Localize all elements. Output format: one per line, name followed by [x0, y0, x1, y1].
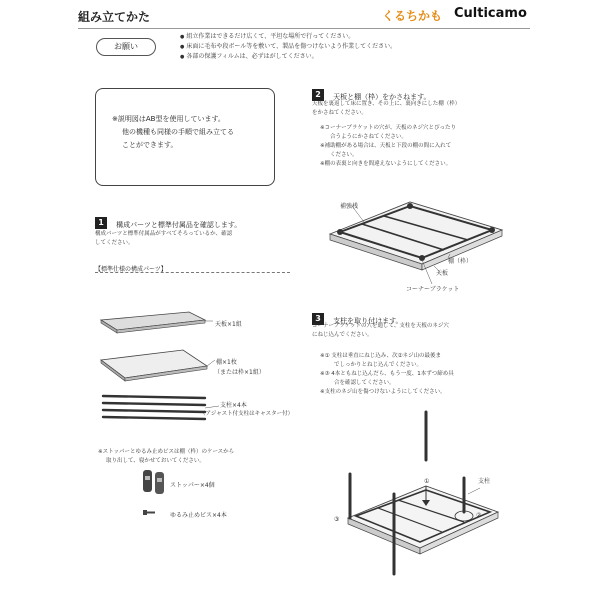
request-item: ● 組立作業はできるだけ広くて、平坦な場所で行ってください。 [180, 32, 530, 42]
request-item: ● 床面に毛布や段ボール等を敷いて、製品を傷つけないよう作業してください。 [180, 42, 530, 52]
body-line: 天板を裏返して床に置き、その上に、裏向きにした棚（枠） [312, 101, 461, 107]
frame-label: 棚（枠） [448, 258, 473, 265]
note-line: 他の機種も同様の手順で組み立てる [122, 128, 234, 136]
step-3-diagram [330, 408, 520, 586]
body-line: 構成パーツと標準付属品がすべてそろっているか、確認 [95, 231, 233, 237]
top-label: 天板 [436, 270, 449, 277]
step-3-notes [320, 352, 525, 397]
step-1-header [95, 212, 295, 231]
model-note-box [95, 88, 275, 186]
divider [95, 272, 290, 273]
request-item: ● 各部の保護フィルムは、必ずはがしてください。 [180, 52, 530, 62]
request-list [180, 32, 530, 62]
bracket-label: コーナーブラケット [406, 286, 460, 293]
brand-name-en: Culticamo [454, 6, 527, 21]
stopper-label: ストッパー×4個 [170, 482, 215, 489]
callout-1: ① [424, 478, 430, 485]
body-line: コーナーブラケットの穴を通して、支柱を天板のネジ穴 [312, 323, 449, 329]
request-badge: お願い [96, 38, 156, 56]
shelf-alt-label: （または枠×1組） [214, 369, 265, 376]
note-line: 合うようにかさねてください。 [330, 134, 407, 140]
body-line: をかさねてください。 [312, 110, 367, 116]
beam-label: 補強桟 [340, 203, 359, 210]
note-line: ことができます。 [122, 141, 178, 149]
poles-drawing [103, 396, 205, 419]
note-line: ※補助棚がある場合は、天板と下段の棚の間に入れて [320, 143, 452, 149]
top-plate-label: 天板×1組 [215, 321, 242, 328]
step-3-title: 支柱を取り付けます。 [333, 317, 403, 325]
step-3-body [312, 322, 527, 340]
model-note-text [112, 113, 262, 152]
top-plate-drawing [101, 312, 205, 333]
page-title: 組み立てかた [78, 10, 151, 24]
brand-name-jp: くるちかも [382, 9, 443, 23]
stopper-warning [98, 448, 298, 466]
note-line: でしっかりとねじ込んでください。 [334, 362, 423, 368]
callout-3: ③ [334, 516, 340, 523]
page-header [78, 6, 530, 29]
note-line: ※棚の表裏と向きを間違えないようにしてください。 [320, 161, 452, 167]
note-line: ください。 [330, 152, 358, 158]
step-1-body [95, 230, 295, 248]
screw-label: ゆるみ止めビス×4本 [170, 512, 227, 519]
standard-parts-heading: 【標準仕様の構成パーツ】 [95, 266, 167, 273]
step-3-number: 3 [312, 313, 324, 325]
note-line: ※① 支柱は垂直にねじ込み、次②ネジ山の最後ま [320, 353, 442, 359]
note-line: ※支柱のネジ山を傷つけないようにしてください。 [320, 389, 446, 395]
step-1-title: 構成パーツと標準付属品を確認します。 [116, 221, 242, 229]
body-line: してください。 [95, 240, 134, 246]
step-2-body [312, 100, 527, 118]
body-line: にねじ込んでください。 [312, 332, 373, 338]
callout-2: ② [476, 512, 482, 519]
pole-label: 支柱×4本 [220, 402, 247, 409]
note-line: 合を確認してください。 [334, 380, 395, 386]
pole-callout-label: 支柱 [478, 478, 491, 485]
note-line: ※説明図はAB型を使用しています。 [112, 115, 225, 123]
step-1-number: 1 [95, 217, 107, 229]
screw-drawing [143, 510, 155, 515]
step-2-number: 2 [312, 89, 324, 101]
note-line: ※③ 4本ともねじ込んだら、もう一度、1本ずつ締め具 [320, 371, 454, 377]
step-2-title: 天板と棚（枠）をかさねます。 [333, 93, 431, 101]
stopper-drawing [143, 470, 164, 494]
shelf-drawing [101, 350, 207, 381]
note-line: ※コーナーブラケットの穴が、天板のネジ穴とぴったり [320, 125, 457, 131]
step-2-notes [320, 124, 525, 169]
warning-line: 取り出して、寝かせておいてください。 [106, 458, 205, 464]
shelf-label: 棚×1枚 [216, 359, 237, 366]
warning-line: ※ストッパーとゆるみ止めビスは棚（枠）のケースから [98, 449, 235, 455]
pole-note-label: （アジャスト付支柱はキャスター付） [200, 411, 294, 417]
